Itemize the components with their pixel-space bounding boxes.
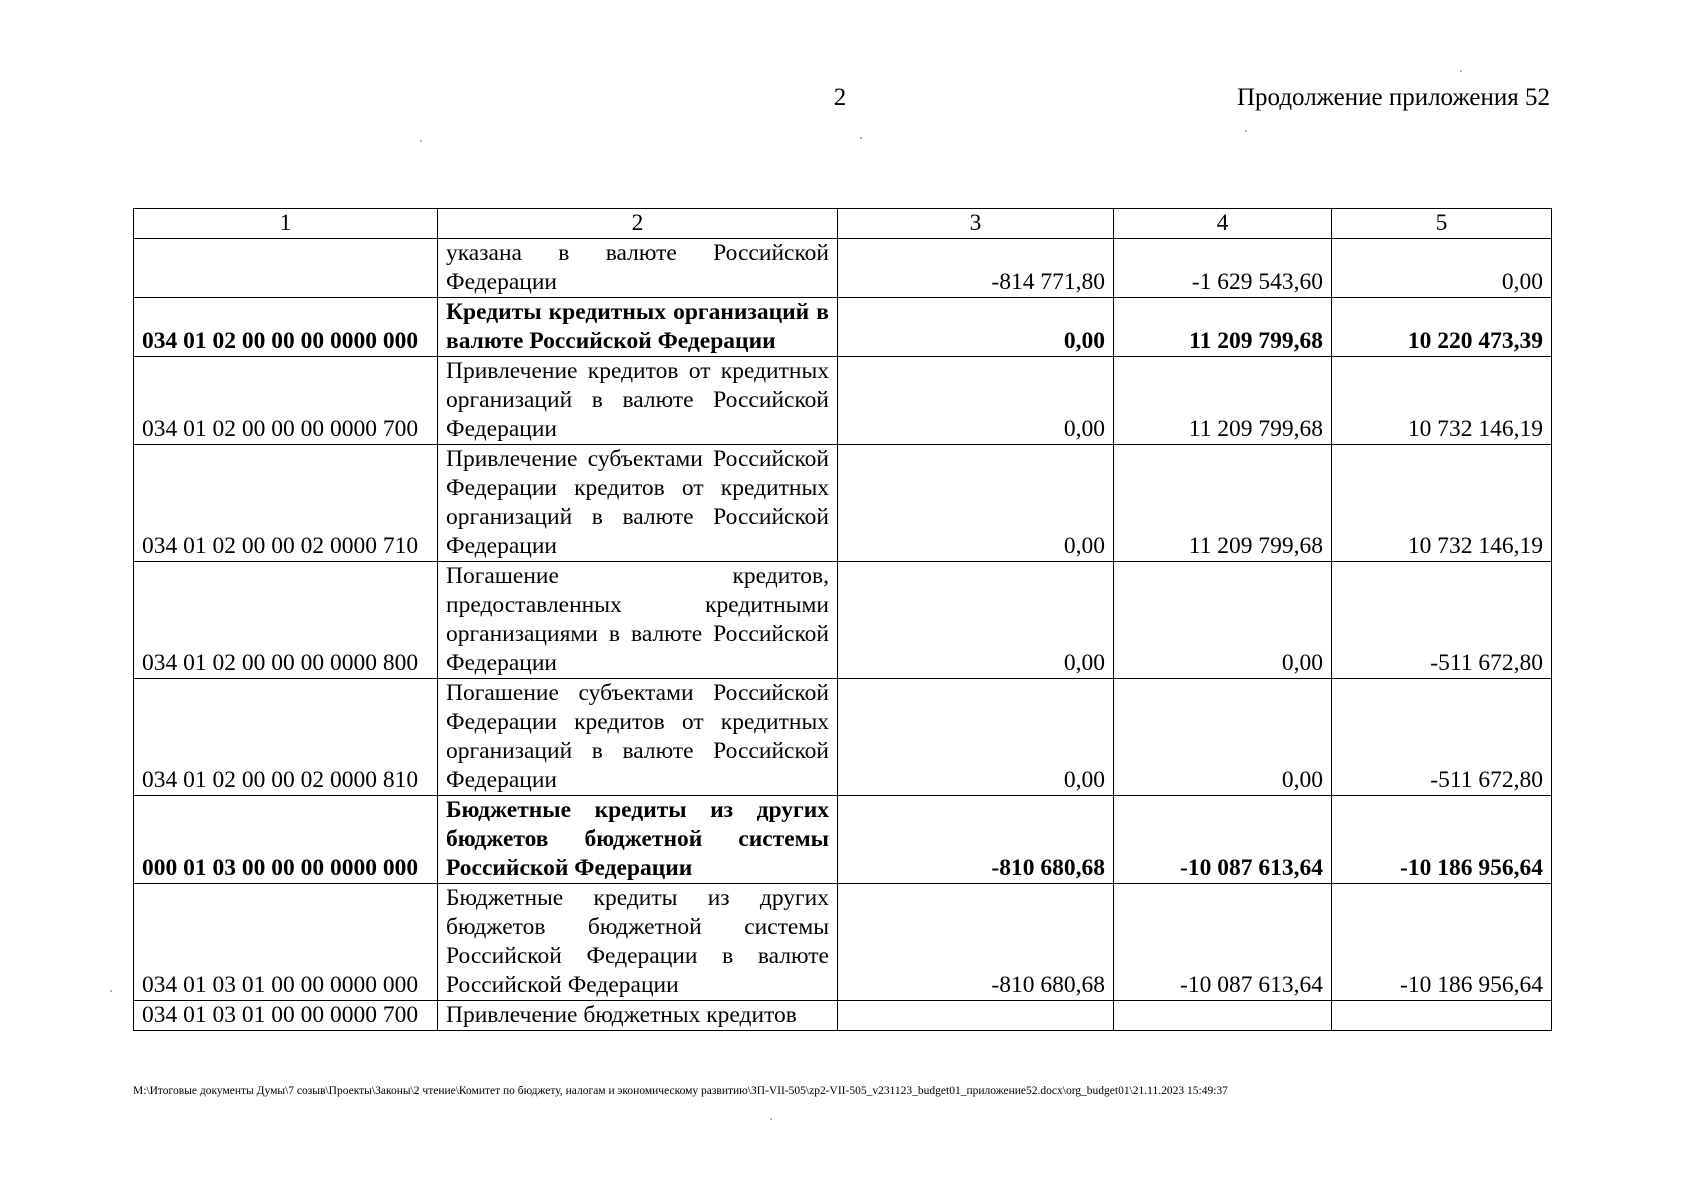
table-row [134,239,1552,298]
table-row [134,884,1552,1001]
row-code: 034 01 02 00 00 00 0000 000 [134,298,438,357]
row-name: Привлечение субъектами Российской Федерации кредитов от кредитных организаций в валюте Российской Федерации [438,445,838,562]
row-code: 034 01 02 00 00 02 0000 810 [134,679,438,796]
row-value-col5 [1332,1001,1552,1031]
row-value-col5: -511 672,80 [1332,562,1552,679]
budget-table [133,208,1552,1031]
row-value-col4: -1 629 543,60 [1114,239,1332,298]
row-value-col5: 10 732 146,19 [1332,357,1552,445]
row-value-col3 [838,1001,1114,1031]
row-value-col3: 0,00 [838,357,1114,445]
row-code: 034 01 02 00 00 00 0000 800 [134,562,438,679]
row-value-col4: -10 087 613,64 [1114,796,1332,884]
row-value-col4: 11 209 799,68 [1114,445,1332,562]
row-value-col4: -10 087 613,64 [1114,884,1332,1001]
row-value-col4: 11 209 799,68 [1114,357,1332,445]
row-name: Погашение кредитов, предоставленных кредитными организациями в валюте Российской Федерации [438,562,838,679]
row-code: 000 01 03 00 00 00 0000 000 [134,796,438,884]
row-value-col3: 0,00 [838,298,1114,357]
row-value-col4: 0,00 [1114,679,1332,796]
continuation-title: Продолжение приложения 52 [1236,84,1550,111]
column-header: 4 [1114,209,1332,239]
row-value-col3: -810 680,68 [838,796,1114,884]
column-header: 5 [1332,209,1552,239]
row-code: 034 01 02 00 00 00 0000 700 [134,357,438,445]
table-row [134,796,1552,884]
row-name: Бюджетные кредиты из других бюджетов бюджетной системы Российской Федерации [438,796,838,884]
row-value-col4: 0,00 [1114,562,1332,679]
table-row [134,445,1552,562]
table-row [134,562,1552,679]
row-value-col5: -511 672,80 [1332,679,1552,796]
row-value-col4 [1114,1001,1332,1031]
row-value-col5: 0,00 [1332,239,1552,298]
table-header-row [134,209,1552,239]
column-header: 1 [134,209,438,239]
row-value-col3: 0,00 [838,562,1114,679]
row-code [134,239,438,298]
row-code: 034 01 03 01 00 00 0000 000 [134,884,438,1001]
row-value-col3: -814 771,80 [838,239,1114,298]
column-header: 2 [438,209,838,239]
row-value-col4: 11 209 799,68 [1114,298,1332,357]
table-row [134,357,1552,445]
row-name: Кредиты кредитных организаций в валюте Российской Федерации [438,298,838,357]
document-path-footer: M:\Итоговые документы Думы\7 созыв\Проекты\Законы\2 чтение\Комитет по бюджету, налогам и экономическому развитию\ЗП-VII-505\zp2-VII-505_v231123_budget01_приложение52.docx\org_budget01\21.11.2023 15:49:37 [133,1085,1228,1097]
row-name: Погашение субъектами Российской Федерации кредитов от кредитных организаций в валюте Российской Федерации [438,679,838,796]
row-code: 034 01 02 00 00 02 0000 710 [134,445,438,562]
row-name: Бюджетные кредиты из других бюджетов бюджетной системы Российской Федерации в валюте Российской Федерации [438,884,838,1001]
row-value-col5: 10 220 473,39 [1332,298,1552,357]
row-value-col5: -10 186 956,64 [1332,884,1552,1001]
row-value-col3: 0,00 [838,445,1114,562]
row-value-col3: -810 680,68 [838,884,1114,1001]
row-value-col5: -10 186 956,64 [1332,796,1552,884]
row-value-col5: 10 732 146,19 [1332,445,1552,562]
row-name: указана в валюте Российской Федерации [438,239,838,298]
row-code: 034 01 03 01 00 00 0000 700 [134,1001,438,1031]
row-value-col3: 0,00 [838,679,1114,796]
table-row [134,298,1552,357]
row-name: Привлечение бюджетных кредитов [438,1001,838,1031]
column-header: 3 [838,209,1114,239]
row-name: Привлечение кредитов от кредитных организаций в валюте Российской Федерации [438,357,838,445]
table-row [134,1001,1552,1031]
page-number: 2 [833,84,847,111]
table-row [134,679,1552,796]
